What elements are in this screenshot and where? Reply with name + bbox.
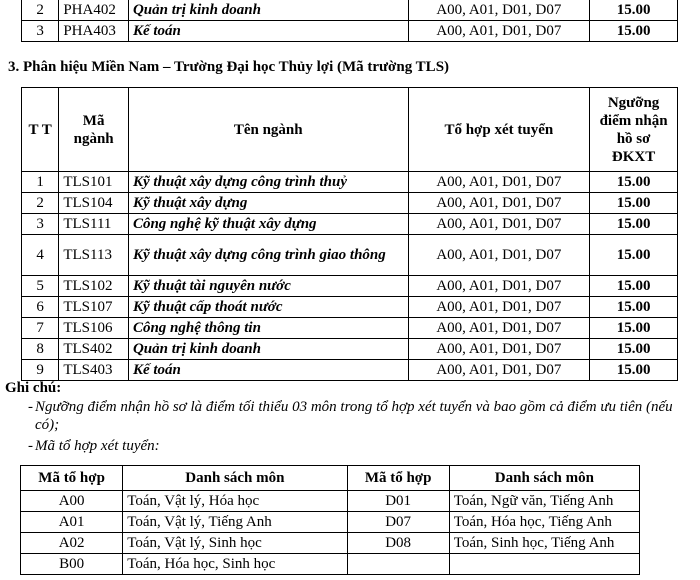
table-row [22,339,678,360]
row-name: Kỹ thuật tài nguyên nước [128,276,408,297]
row-combo: A00, A01, D01, D07 [408,172,590,193]
row-code: PHA403 [59,21,129,42]
row-score: 15.00 [590,193,678,214]
combo-code [347,554,449,575]
row-tt: 9 [22,360,59,381]
table-row [22,360,678,381]
row-code: TLS106 [59,318,129,339]
header-combo-code: Mã tổ hợp [21,466,123,491]
row-code: TLS101 [59,172,129,193]
row-combo: A00, A01, D01, D07 [408,318,590,339]
table-row [22,214,678,235]
row-tt: 2 [22,193,59,214]
previous-section-table [21,0,678,42]
row-combo: A00, A01, D01, D07 [408,235,590,276]
row-score: 15.00 [590,276,678,297]
row-score: 15.00 [590,172,678,193]
row-combo: A00, A01, D01, D07 [408,339,590,360]
section-title: 3. Phân hiệu Miền Nam – Trường Đại học Thủy lợi (Mã trường TLS) [8,59,450,75]
row-tt: 5 [22,276,59,297]
combo-subjects: Toán, Sinh học, Tiếng Anh [449,533,639,554]
note-item-combos [28,437,160,455]
row-score: 15.00 [590,0,678,21]
row-score: 15.00 [590,235,678,276]
table-row [22,172,678,193]
table-row [22,235,678,276]
row-score: 15.00 [590,214,678,235]
header-subjects: Danh sách môn [449,466,639,491]
row-combo: A00, A01, D01, D07 [408,360,590,381]
row-code: TLS104 [59,193,129,214]
row-code: TLS107 [59,297,129,318]
row-tt: 4 [22,235,59,276]
combo-subjects [449,554,639,575]
combo-subjects: Toán, Vật lý, Hóa học [123,491,347,512]
row-name: Kỹ thuật xây dựng [128,193,408,214]
header-score: Ngưỡng điểm nhận hồ sơ ĐKXT [590,88,678,172]
combo-table-header [21,466,640,491]
table-row [21,491,640,512]
row-name: Kế toán [128,360,408,381]
table-row [22,318,678,339]
combo-subjects: Toán, Ngữ văn, Tiếng Anh [449,491,639,512]
combo-code: A00 [21,491,123,512]
row-combo: A00, A01, D01, D07 [408,297,590,318]
combo-code: A01 [21,512,123,533]
row-tt: 7 [22,318,59,339]
note-text: Ngưỡng điểm nhận hồ sơ là điểm tối thiểu 03 môn trong tổ hợp xét tuyển và bao gồm cả điểm ưu tiên (nếu có); [35,399,673,433]
row-name: Kỹ thuật xây dựng công trình thuỷ [128,172,408,193]
header-code: Mã ngành [59,88,129,172]
combo-code: D08 [347,533,449,554]
note-item-threshold [28,398,695,434]
combo-subjects: Toán, Hóa học, Tiếng Anh [449,512,639,533]
row-tt: 3 [22,21,59,42]
combo-code: A02 [21,533,123,554]
row-tt: 1 [22,172,59,193]
header-subjects: Danh sách môn [123,466,347,491]
note-text: Mã tổ hợp xét tuyển: [35,438,160,454]
table-row [22,21,678,42]
row-combo: A00, A01, D01, D07 [408,21,590,42]
row-score: 15.00 [590,297,678,318]
row-name: Công nghệ kỹ thuật xây dựng [128,214,408,235]
note-dash: - [28,399,33,415]
table-row [21,554,640,575]
row-tt: 8 [22,339,59,360]
majors-table [21,87,678,381]
row-combo: A00, A01, D01, D07 [408,0,590,21]
row-name: Quản trị kinh doanh [128,339,408,360]
combo-table [20,465,640,575]
row-score: 15.00 [590,360,678,381]
row-tt: 6 [22,297,59,318]
table-row [21,533,640,554]
note-dash: - [28,438,33,454]
header-combo: Tổ hợp xét tuyển [408,88,590,172]
header-tt: T T [22,88,59,172]
notes-label: Ghi chú: [5,380,62,396]
row-code: TLS402 [59,339,129,360]
header-combo-code: Mã tổ hợp [347,466,449,491]
combo-code: B00 [21,554,123,575]
row-name: Quản trị kinh doanh [128,0,408,21]
combo-subjects: Toán, Vật lý, Tiếng Anh [123,512,347,533]
row-score: 15.00 [590,21,678,42]
majors-table-header [22,88,678,172]
row-tt: 2 [22,0,59,21]
combo-subjects: Toán, Vật lý, Sinh học [123,533,347,554]
row-score: 15.00 [590,318,678,339]
row-code: PHA402 [59,0,129,21]
row-name: Kế toán [128,21,408,42]
row-name: Kỹ thuật xây dựng công trình giao thông [128,235,408,276]
header-name: Tên ngành [128,88,408,172]
row-code: TLS113 [59,235,129,276]
combo-subjects: Toán, Hóa học, Sinh học [123,554,347,575]
row-name: Kỹ thuật cấp thoát nước [128,297,408,318]
combo-code: D01 [347,491,449,512]
table-row [21,512,640,533]
table-row [22,0,678,21]
row-code: TLS102 [59,276,129,297]
row-score: 15.00 [590,339,678,360]
table-row [22,276,678,297]
row-tt: 3 [22,214,59,235]
table-row [22,297,678,318]
combo-code: D07 [347,512,449,533]
row-combo: A00, A01, D01, D07 [408,276,590,297]
row-name: Công nghệ thông tin [128,318,408,339]
row-code: TLS403 [59,360,129,381]
row-combo: A00, A01, D01, D07 [408,214,590,235]
row-code: TLS111 [59,214,129,235]
table-row [22,193,678,214]
row-combo: A00, A01, D01, D07 [408,193,590,214]
